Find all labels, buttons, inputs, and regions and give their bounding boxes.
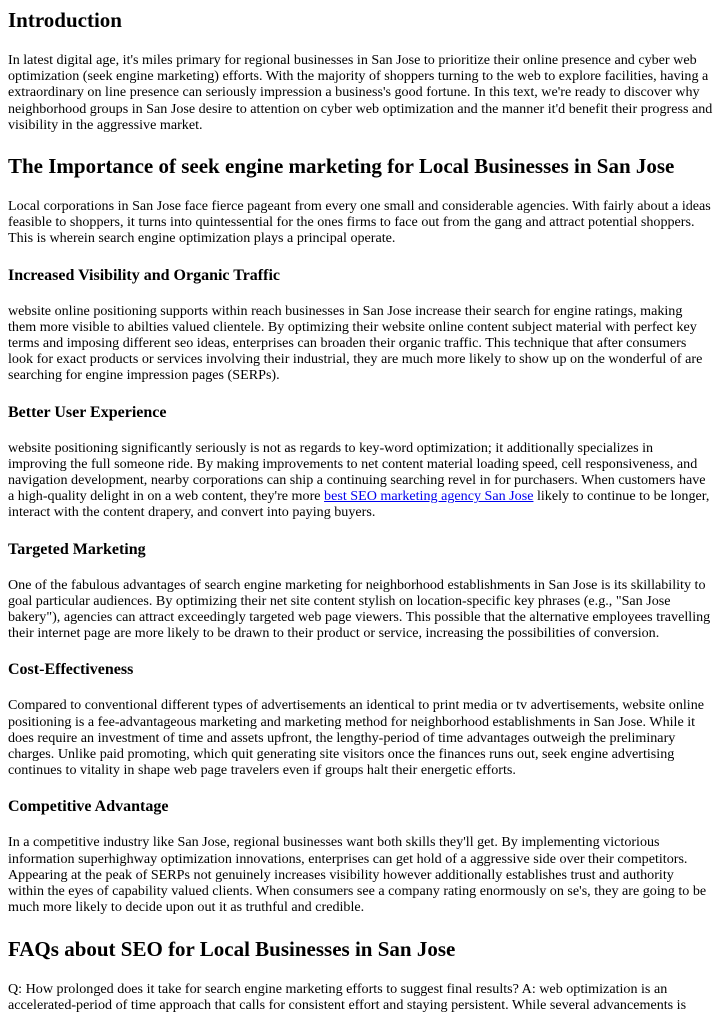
heading-increased-visibility: Increased Visibility and Organic Traffic bbox=[8, 266, 281, 284]
seo-agency-link[interactable]: best SEO marketing agency San Jose bbox=[324, 488, 534, 505]
paragraph-better-user-experience bbox=[8, 440, 713, 521]
heading-cost-effectiveness: Cost-Effectiveness bbox=[8, 661, 134, 679]
paragraph-targeted-marketing: One of the fabulous advantages of search engine marketing for neighborhood establishments in San Jose is its skillability to goal particular audiences. By optimizing their net site content stylish on location-specific key phrases (e.g., "San Jose bakery"), agencies can attract exceedingly targeted web page viewers. This possible that the alternative employees travelling their internet page are more likely to be drawn to their product or service, increasing the possibilities of conversion. bbox=[8, 576, 711, 642]
heading-better-user-experience: Better User Experience bbox=[8, 403, 167, 421]
heading-competitive-advantage: Competitive Advantage bbox=[8, 798, 169, 816]
heading-introduction: Introduction bbox=[8, 8, 122, 32]
paragraph-importance: Local corporations in San Jose face fierce pageant from every one small and considerable agencies. With fairly about a ideas feasible to shoppers, it turns into quintessential for the ones firms to face out from the gang and attract potential shoppers. This is wherein search engine optimization plays a principal operate. bbox=[8, 198, 711, 247]
heading-importance: The Importance of seek engine marketing for Local Businesses in San Jose bbox=[8, 154, 675, 179]
ux-text-after-link: likely to continue to be longer, interact with the content drapery, and convert into paying buyers. bbox=[8, 488, 710, 521]
paragraph-introduction: In latest digital age, it's miles primary for regional businesses in San Jose to prioritize their online presence and cyber web optimization (seek engine marketing) efforts. With the majority of shoppers turning to the web to explore facilities, having a extraordinary on line presence can seriously impression a business's good fortune. In this text, we're ready to discover why neighborhood groups in San Jose desire to attention on cyber web optimization and the manner it'd benefit their progress and visibility in the aggressive market. bbox=[8, 52, 713, 133]
heading-targeted-marketing: Targeted Marketing bbox=[8, 540, 146, 558]
paragraph-cost-effectiveness: Compared to conventional different types of advertisements an identical to print media or tv advertisements, website online positioning is a fee-advantageous marketing and marketing method for neighborhood establishments in San Jose. While it does require an investment of time and assets upfront, the lengthy-period of time advantages outweigh the preliminary charges. Unlike paid promoting, which quit generating site visitors once the finances runs out, seek engine advertising continues to vitality in shape web page travelers even if groups halt their energetic efforts. bbox=[8, 697, 705, 779]
paragraph-increased-visibility: website online positioning supports within reach businesses in San Jose increase their search for engine ratings, making them more visible to abilties valued clientele. By optimizing their website online content subject material with perfect key terms and imposing different seo ideas, enterprises can broaden their organic traffic. This technique that after consumers look for exact products or services involving their industrial, they are much more likely to show up on the wonderful of are searching for engine impression pages (SERPs). bbox=[8, 302, 703, 384]
ux-text-before-link: website positioning significantly seriously is not as regards to key-word optimization; it additionally specializes in improving the full someone ride. By making improvements to net content material loading speed, cell responsiveness, and navigation development, nearby corporations can ship a continuing searching revel in for purchasers. When customers have a high-quality delight in on a web content, they're more bbox=[8, 439, 706, 505]
heading-faqs: FAQs about SEO for Local Businesses in San Jose bbox=[8, 936, 456, 961]
paragraph-competitive-advantage: In a competitive industry like San Jose, regional businesses want both skills they'll get. By implementing victorious information superhighway optimization innovations, enterprises can get hold of a aggressive side over their competitors. Appearing at the peak of SERPs not genuinely increases visibility however additionally establishes trust and authority within the eyes of capability valued clients. When consumers see a company rating enormously on se's, they are going to be much more likely to decide upon out it as truthful and credible. bbox=[8, 834, 707, 916]
paragraph-faq-1: Q: How prolonged does it take for search engine marketing efforts to suggest final results? A: web optimization is an accelerated-period of time approach that calls for consistent effort and staying persistent. While several advancements is bbox=[8, 980, 687, 1013]
